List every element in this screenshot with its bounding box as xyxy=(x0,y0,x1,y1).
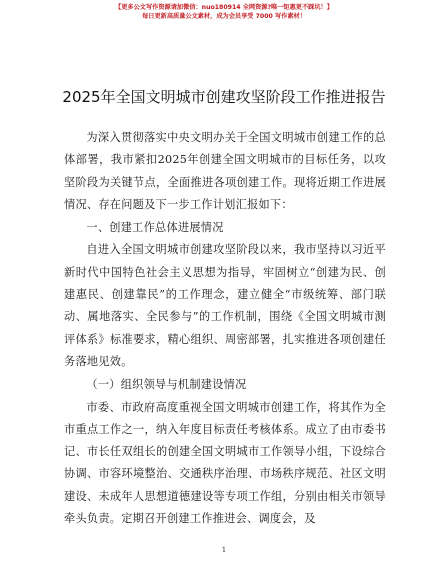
intro-paragraph: 为深入贯彻落实中央文明办关于全国文明城市创建工作的总体部署，我市紧扣2025年创建全国文明城市的目标任务，以攻坚阶段为关键节点，全面推进各项创建工作。现将近期工作进展情况、存在问题及下一步工作计划汇报如下： xyxy=(64,131,386,211)
page-number: 1 xyxy=(221,546,227,554)
promo-banner xyxy=(0,4,448,21)
document-body xyxy=(64,127,386,530)
subsection-heading-1: （一）组织领导与机制建设情况 xyxy=(86,378,247,392)
document-title: 2025年全国文明城市创建攻坚阶段工作推进报告 xyxy=(62,88,386,106)
body-paragraph: 自进入全国文明城市创建攻坚阶段以来，我市坚持以习近平新时代中国特色社会主义思想为指导，牢固树立“创建为民、创建惠民、创建靠民”的工作理念，建立健全“市级统筹、部门联动、属地落实、全民参与”的工作机制，围绕《全国文明城市测评体系》标准要求，精心组织、周密部署，扎实推进各项创建任务落地见效。 xyxy=(64,243,386,368)
promo-banner-line-1: 【更多公文写作资源请加微信：nuo180914 全网资源?唯一钜惠更不踩坑！】 xyxy=(115,4,333,11)
section-heading-1: 一、创建工作总体进展情况 xyxy=(86,221,224,235)
body-paragraph: 市委、市政府高度重视全国文明城市创建工作，将其作为全市重点工作之一，纳入年度目标责任考核体系。成立了由市委书记、市长任双组长的创建全国文明城市工作领导小组，下设综合协调、市容环境整治、交通秩序治理、市场秩序规范、社区文明建设、未成年人思想道德建设等专项工作组，分别由相关市领导牵头负责。定期召开创建工作推进会、调度会，及 xyxy=(64,400,386,526)
promo-banner-line-2: 每日更新高质量公文素材，成为会员享受 7000 写作素材！ xyxy=(142,12,306,20)
